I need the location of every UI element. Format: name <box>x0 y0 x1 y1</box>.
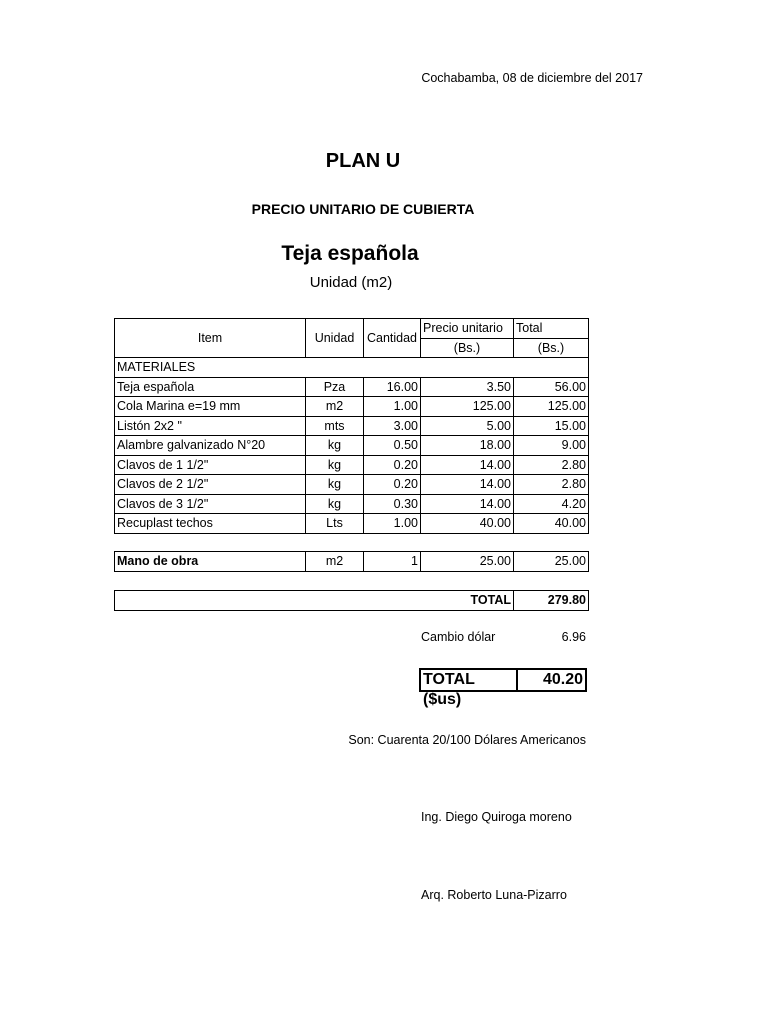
exchange-label: Cambio dólar <box>421 630 496 644</box>
row-item: Alambre galvanizado N°20 <box>115 436 306 456</box>
total-bs-value: 279.80 <box>514 591 589 611</box>
total-bs-table <box>114 590 589 611</box>
row-total: 56.00 <box>514 377 589 397</box>
header-precio-unit: (Bs.) <box>421 338 514 358</box>
labor-precio: 25.00 <box>421 552 514 572</box>
total-bs-row <box>115 591 589 611</box>
table-row <box>115 455 589 475</box>
labor-cantidad: 1 <box>364 552 421 572</box>
signature-architect: Arq. Roberto Luna-Pizarro <box>421 888 567 902</box>
table-header-row <box>115 319 589 339</box>
total-usd-label: TOTAL ($us) <box>421 670 518 690</box>
row-precio: 3.50 <box>421 377 514 397</box>
total-bs-label: TOTAL <box>115 591 514 611</box>
labor-unidad: m2 <box>306 552 364 572</box>
row-item: Cola Marina e=19 mm <box>115 397 306 417</box>
row-cantidad: 0.30 <box>364 494 421 514</box>
amount-in-words: Son: Cuarenta 20/100 Dólares Americanos <box>348 733 586 747</box>
document-date: Cochabamba, 08 de diciembre del 2017 <box>421 71 643 85</box>
product-heading: Teja española <box>281 242 419 265</box>
row-item: Clavos de 2 1/2" <box>115 475 306 495</box>
row-item: Clavos de 3 1/2" <box>115 494 306 514</box>
header-cantidad: Cantidad <box>364 319 421 358</box>
row-precio: 125.00 <box>421 397 514 417</box>
table-row <box>115 436 589 456</box>
document-title: PLAN U <box>325 150 401 172</box>
row-precio: 14.00 <box>421 494 514 514</box>
row-unidad: kg <box>306 494 364 514</box>
exchange-value: 6.96 <box>561 630 586 644</box>
row-cantidad: 1.00 <box>364 514 421 534</box>
labor-item: Mano de obra <box>115 552 306 572</box>
row-item: Clavos de 1 1/2" <box>115 455 306 475</box>
header-item: Item <box>115 319 306 358</box>
row-unidad: Pza <box>306 377 364 397</box>
row-unidad: kg <box>306 436 364 456</box>
row-unidad: m2 <box>306 397 364 417</box>
row-unidad: kg <box>306 475 364 495</box>
labor-total: 25.00 <box>514 552 589 572</box>
table-row <box>115 494 589 514</box>
row-precio: 40.00 <box>421 514 514 534</box>
row-item: Teja española <box>115 377 306 397</box>
row-cantidad: 0.20 <box>364 475 421 495</box>
row-precio: 14.00 <box>421 455 514 475</box>
row-total: 125.00 <box>514 397 589 417</box>
row-unidad: Lts <box>306 514 364 534</box>
total-usd-box <box>419 668 587 708</box>
row-total: 2.80 <box>514 475 589 495</box>
row-unidad: kg <box>306 455 364 475</box>
row-cantidad: 3.00 <box>364 416 421 436</box>
table-row <box>115 377 589 397</box>
table-row <box>115 475 589 495</box>
row-unidad: mts <box>306 416 364 436</box>
row-precio: 14.00 <box>421 475 514 495</box>
header-precio: Precio unitario <box>421 319 514 339</box>
table-row <box>115 397 589 417</box>
row-item: Recuplast techos <box>115 514 306 534</box>
row-total: 40.00 <box>514 514 589 534</box>
header-unidad: Unidad <box>306 319 364 358</box>
section-row <box>115 358 589 378</box>
table-row <box>115 514 589 534</box>
row-precio: 18.00 <box>421 436 514 456</box>
labor-table <box>114 551 589 572</box>
row-cantidad: 0.20 <box>364 455 421 475</box>
row-cantidad: 0.50 <box>364 436 421 456</box>
row-item: Listón 2x2 " <box>115 416 306 436</box>
row-total: 4.20 <box>514 494 589 514</box>
section-label: MATERIALES <box>115 358 589 378</box>
row-total: 15.00 <box>514 416 589 436</box>
header-total: Total <box>514 319 589 339</box>
materials-table <box>114 318 589 534</box>
document-subtitle: PRECIO UNITARIO DE CUBIERTA <box>251 201 475 217</box>
row-cantidad: 16.00 <box>364 377 421 397</box>
header-total-unit: (Bs.) <box>514 338 589 358</box>
table-row <box>115 416 589 436</box>
unit-label: Unidad (m2) <box>309 274 393 291</box>
labor-row <box>115 552 589 572</box>
row-total: 9.00 <box>514 436 589 456</box>
row-cantidad: 1.00 <box>364 397 421 417</box>
signature-engineer: Ing. Diego Quiroga moreno <box>421 810 572 824</box>
row-precio: 5.00 <box>421 416 514 436</box>
total-usd-value: 40.20 <box>542 671 583 688</box>
row-total: 2.80 <box>514 455 589 475</box>
